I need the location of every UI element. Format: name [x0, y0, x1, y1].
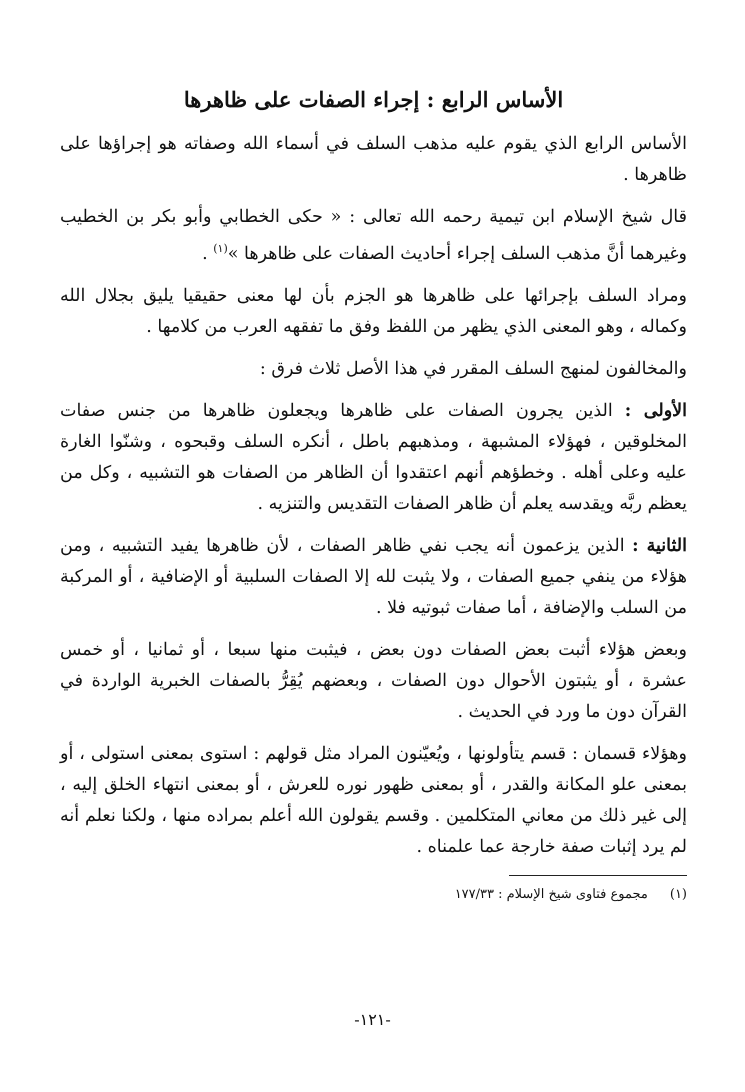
footnote: [60, 884, 687, 906]
paragraph-2: [60, 202, 687, 270]
paragraph-1: [60, 129, 687, 191]
paragraph-text: الأساس الرابع الذي يقوم عليه مذهب السلف في أسماء الله وصفاته هو إجراؤها على ظاهرها .: [60, 134, 687, 185]
paragraph-text: الذين يزعمون أنه يجب نفي ظاهر الصفات ، لأن ظاهرها يفيد التشبيه ، ومن هؤلاء من ينفي جميع الصفات ، ولا يثبت لله إلا الصفات السلبية أو الإضافية ، أو المركبة من السلب والإضافة ، أما صفات ثبوتيه فلا .: [60, 535, 687, 618]
paragraph-6: [60, 531, 687, 624]
paragraph-text: ومراد السلف بإجرائها على ظاهرها هو الجزم بأن لها معنى حقيقيا يليق بجلال الله وكماله ، وهو المعنى الذي يظهر من اللفظ وفق ما تفقهه العرب من كلامها .: [60, 285, 687, 337]
paragraph-text: الذين يجرون الصفات على ظاهرها ويجعلون ظاهرها من جنس صفات المخلوقين ، فهؤلاء المشبهة ، ومذهبهم باطل ، أنكره السلف وقبحوه ، وشنّوا الغارة عليه وعلى أهله . وخطؤهم أنهم اعتقدوا أن الظاهر من الصفات هو التشبيه ، وكل من يعظم ربَّه ويقدسه يعلم أن ظاهر الصفات التقديس والتنزيه .: [60, 400, 687, 514]
footnote-text: مجموع فتاوى شيخ الإسلام : ١٧٧/٣٣: [454, 886, 648, 902]
footnote-number: (١): [669, 886, 687, 902]
paragraph-text: وهؤلاء قسمان : قسم يتأولونها ، ويُعيّنون المراد مثل قولهم : استوى بمعنى استولى ، أو بمعنى علو المكانة والقدر ، أو بمعنى ظهور نوره للعرش ، أو بمعنى انتهاء الخلق إليه ، إلى غير ذلك من معاني المتكلمين . وقسم يقولون الله أعلم بمراده منها ، ولكنا نعلم أنه لم يرد إثبات صفة خارجة عما علمناه .: [60, 743, 687, 857]
paragraph-text: والمخالفون لمنهج السلف المقرر في هذا الأصل ثلاث فرق :: [259, 358, 687, 379]
footnote-reference[interactable]: (١): [213, 242, 228, 255]
paragraph-3: [60, 281, 687, 343]
paragraph-lead: الأولى :: [624, 400, 687, 421]
paragraph-8: [60, 739, 687, 863]
paragraph-4: [60, 354, 687, 385]
paragraph-7: [60, 635, 687, 728]
paragraph-text: وبعض هؤلاء أثبت بعض الصفات دون بعض ، فيثبت منها سبعا ، أو ثمانيا ، أو خمس عشرة ، أو يثبتون الأحوال دون الصفات ، وبعضهم يُقِرُّ بالصفات الخبرية الواردة في القرآن دون ما ورد في الحديث .: [60, 639, 687, 722]
paragraph-5: [60, 396, 687, 520]
section-title: الأساس الرابع : إجراء الصفات على ظاهرها: [183, 87, 564, 112]
paragraph-tail: .: [202, 243, 214, 264]
footnote-divider: [509, 875, 687, 876]
paragraph-text: قال شيخ الإسلام ابن تيمية رحمه الله تعالى : « حكى الخطابي وأبو بكر بن الخطيب وغيرهما أنَّ مذهب السلف إجراء أحاديث الصفات على ظاهرها »: [60, 207, 687, 264]
paragraph-lead: الثانية :: [632, 535, 687, 556]
page-number: -١٢١-: [354, 1010, 391, 1029]
